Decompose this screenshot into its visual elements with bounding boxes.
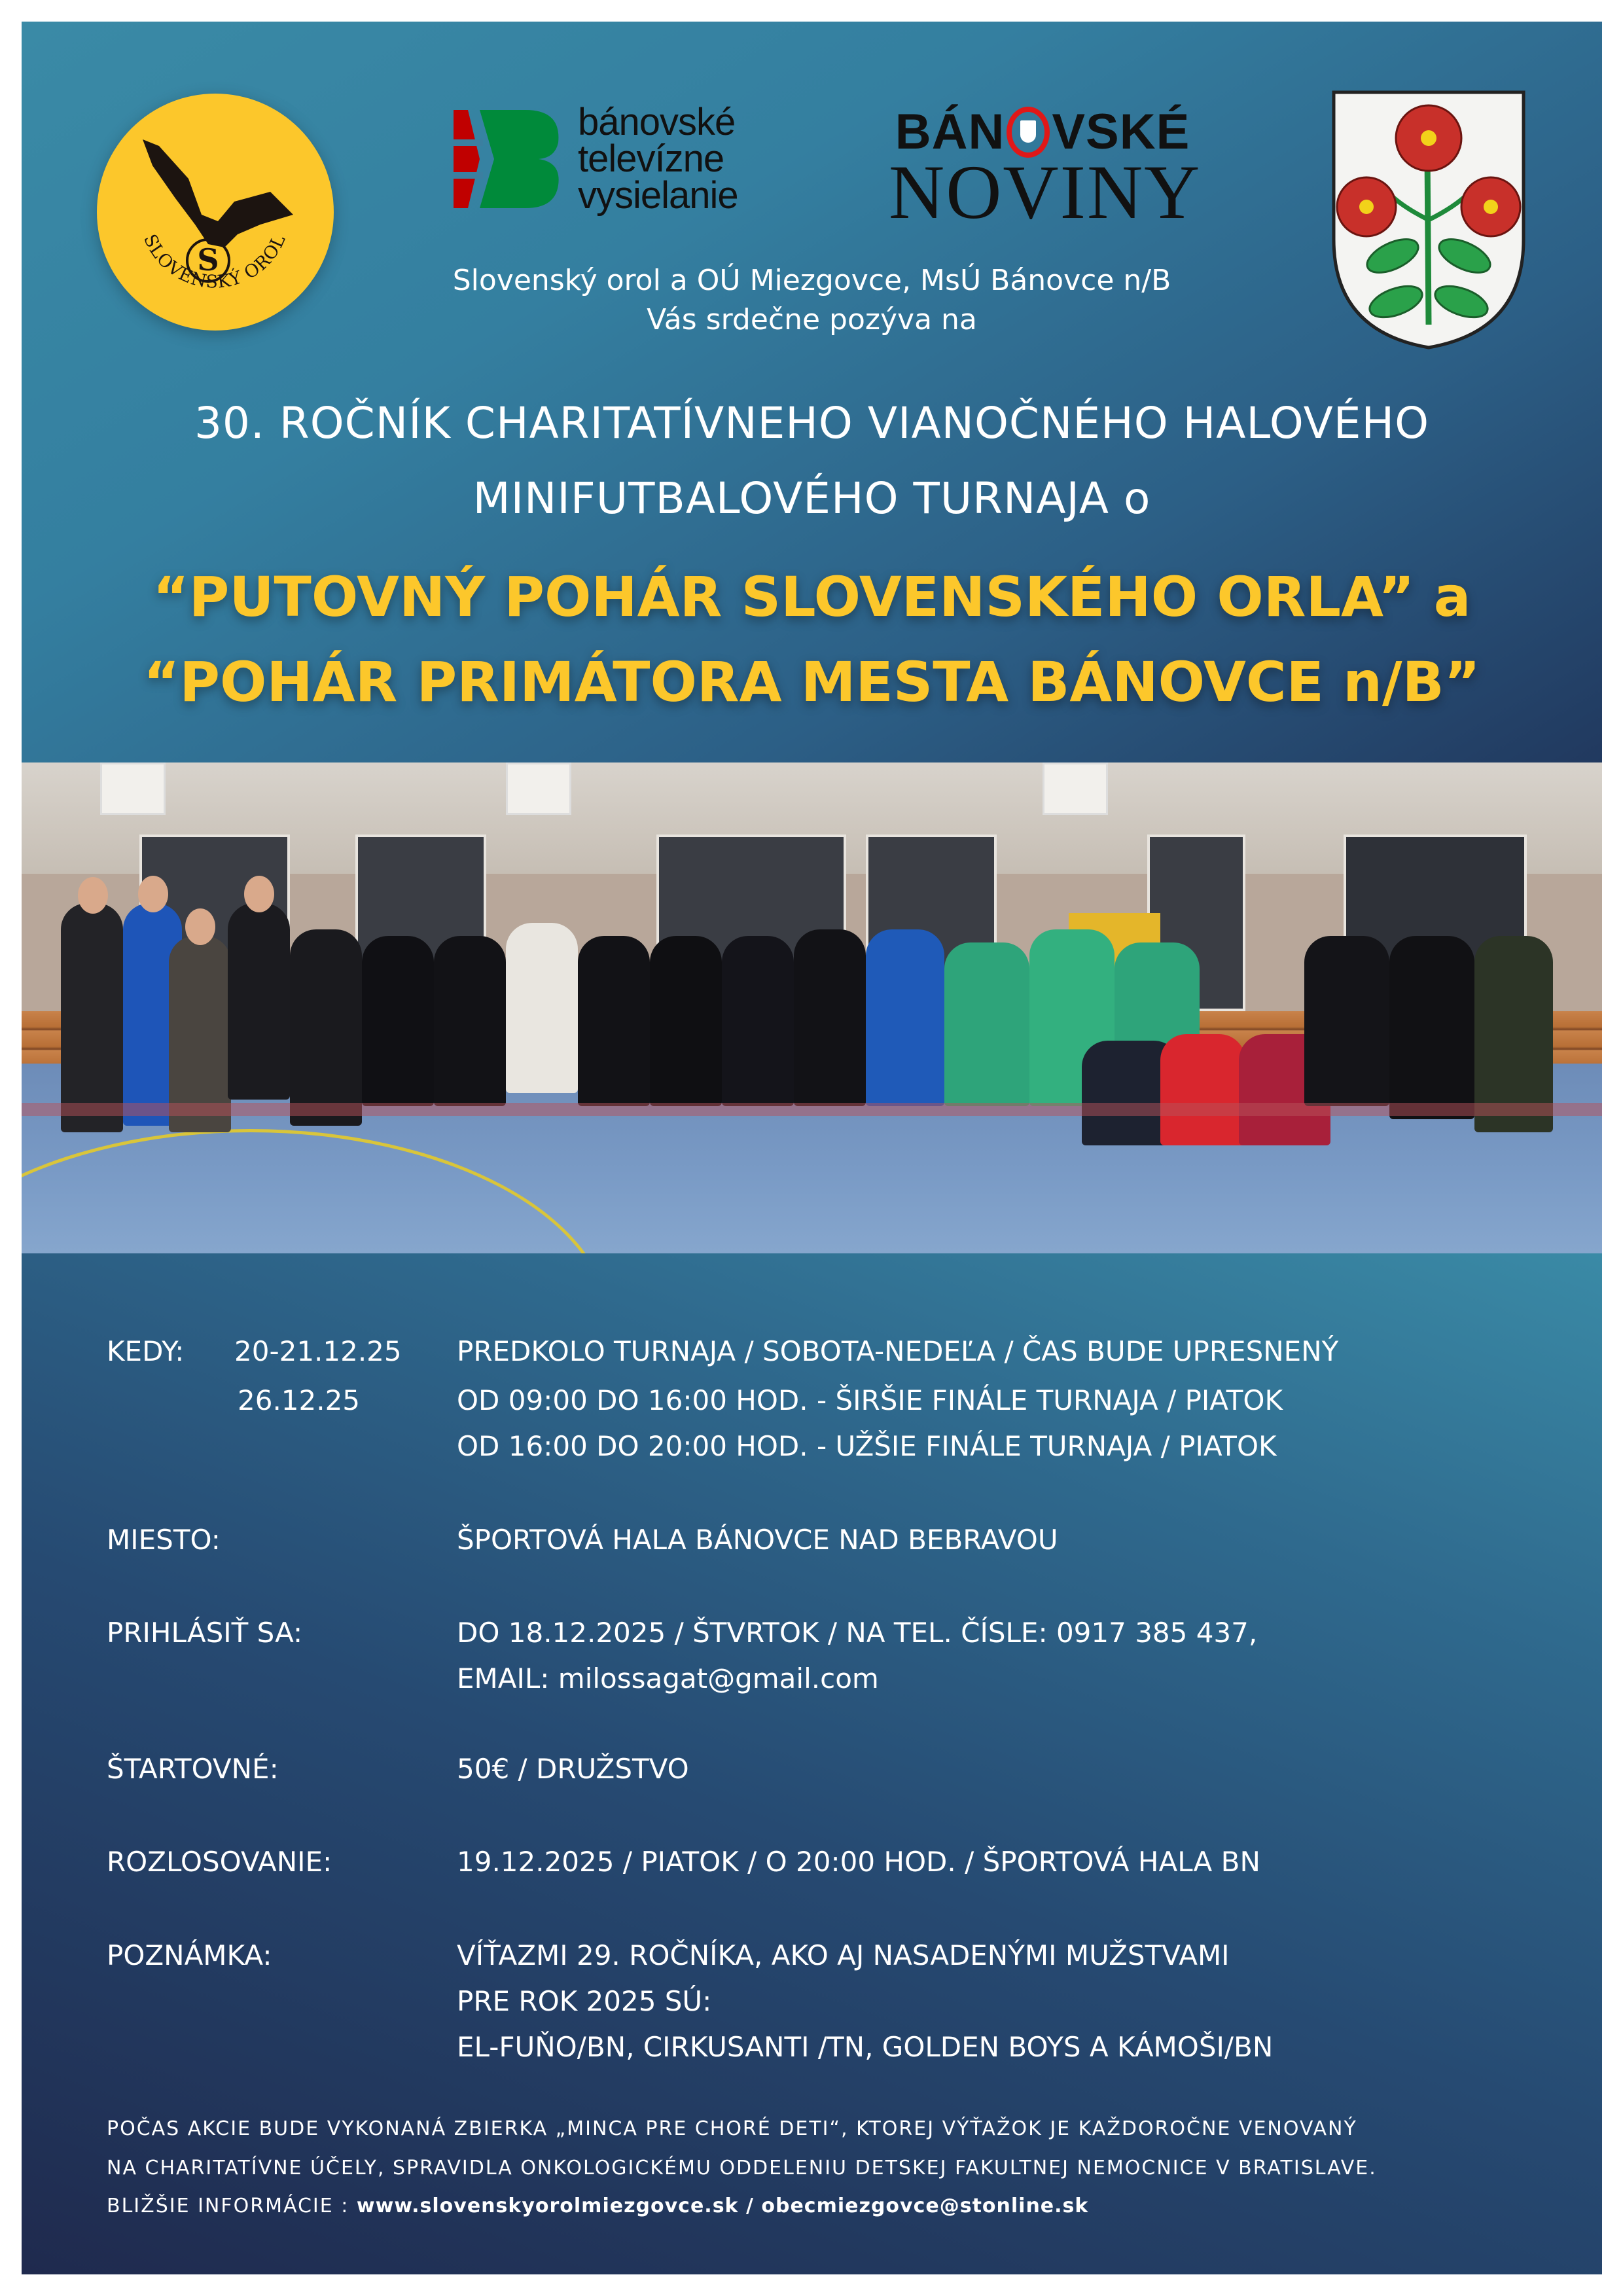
prihlasit-value-1: DO 18.12.2025 / ŠTVRTOK / NA TEL. ČÍSLE: 0917 385 437, xyxy=(457,1617,1258,1649)
label-kedy: KEDY: xyxy=(107,1335,185,1367)
prihlasit-email[interactable]: EMAIL: milossagat@gmail.com xyxy=(457,1662,879,1695)
startovne-value: 50€ / DRUŽSTVO xyxy=(457,1753,689,1785)
noviny-bottom-text: NOVINY xyxy=(889,149,1202,235)
footer-info xyxy=(107,2195,1088,2217)
poznamka-value-3: EL-FUŇO/BN, CIRKUSANTI /TN, GOLDEN BOYS A KÁMOŠI/BN xyxy=(457,2031,1274,2063)
label-miesto: MIESTO: xyxy=(107,1524,221,1556)
banovske-noviny-logo xyxy=(889,104,1202,235)
website-link[interactable]: www.slovenskyorolmiezgovce.sk xyxy=(356,2195,739,2217)
trophy-title-line-2: “POHÁR PRIMÁTORA MESTA BÁNOVCE n/B” xyxy=(143,650,1480,714)
kedy-text-2: OD 09:00 DO 16:00 HOD. - ŠIRŠIE FINÁLE TURNAJA / PIATOK xyxy=(457,1384,1283,1416)
invite-line-1: Slovenský orol a OÚ Miezgovce, MsÚ Bánovce n/B xyxy=(452,264,1171,297)
contact-email-link[interactable]: obecmiezgovce@stonline.sk xyxy=(761,2195,1089,2217)
banovske-televizne-vysielanie-logo xyxy=(454,101,807,218)
label-poznamka: POZNÁMKA: xyxy=(107,1939,272,1971)
label-prihlasit: PRIHLÁSIŤ SA: xyxy=(107,1617,303,1649)
btv-mark-icon xyxy=(454,107,565,211)
poznamka-value-1: VÍŤAZMI 29. ROČNÍKA, AKO AJ NASADENÝMI MUŽSTVAMI xyxy=(457,1939,1230,1971)
label-startovne: ŠTARTOVNÉ: xyxy=(107,1753,279,1785)
invite-line-2: Vás srdečne pozýva na xyxy=(647,303,977,336)
kedy-text-1: PREDKOLO TURNAJA / SOBOTA-NEDEĽA / ČAS BUDE UPRESNENÝ xyxy=(457,1335,1339,1367)
trophy-title-line-1: “PUTOVNÝ POHÁR SLOVENSKÉHO ORLA” a xyxy=(152,565,1471,629)
rose-right xyxy=(1461,177,1520,236)
group-photo xyxy=(22,762,1602,1253)
kedy-date-1: 20-21.12.25 xyxy=(234,1335,402,1367)
event-title-line-1: 30. ROČNÍK CHARITATÍVNEHO VIANOČNÉHO HALOVÉHO xyxy=(194,398,1430,448)
noviny-top-text-left: BÁN xyxy=(895,104,1005,160)
footer-line-2: NA CHARITATÍVNE ÚČELY, SPRAVIDLA ONKOLOGICKÉMU ODDELENIU DETSKEJ FAKULTNEJ NEMOCNICE V BRATISLAVE. xyxy=(107,2157,1377,2179)
poster xyxy=(22,22,1602,2274)
event-title-line-2: MINIFUTBALOVÉHO TURNAJA o xyxy=(473,473,1151,524)
label-rozlosovanie: ROZLOSOVANIE: xyxy=(107,1846,332,1878)
kedy-text-3: OD 16:00 DO 20:00 HOD. - UŽŠIE FINÁLE TURNAJA / PIATOK xyxy=(457,1430,1277,1462)
footer-info-label: BLIŽŠIE INFORMÁCIE : xyxy=(107,2195,357,2217)
rozlosovanie-value: 19.12.2025 / PIATOK / O 20:00 HOD. / ŠPORTOVÁ HALA BN xyxy=(457,1846,1260,1878)
kedy-date-2: 26.12.25 xyxy=(238,1384,361,1416)
event-details xyxy=(22,1253,1602,2274)
coat-of-arms-ring-icon xyxy=(1007,107,1050,158)
svg-text:SLOVENSKÝ OROL: SLOVENSKÝ OROL xyxy=(139,231,291,293)
footer-line-1: POČAS AKCIE BUDE VYKONANÁ ZBIERKA „MINCA PRE CHORÉ DETI“, KTOREJ VÝŤAŽOK JE KAŽDOROČNE VENOVANÝ xyxy=(107,2117,1357,2140)
svg-text:S: S xyxy=(197,242,219,278)
miesto-value: ŠPORTOVÁ HALA BÁNOVCE NAD BEBRAVOU xyxy=(457,1524,1058,1556)
btv-name: bánovské televízne vysielanie xyxy=(578,101,738,217)
rose-top xyxy=(1396,105,1461,171)
rose-left xyxy=(1337,177,1396,236)
footer-separator: / xyxy=(738,2195,762,2217)
noviny-top-text-right: VSKÉ xyxy=(1052,104,1190,160)
poznamka-value-2: PRE ROK 2025 SÚ: xyxy=(457,1985,712,2017)
